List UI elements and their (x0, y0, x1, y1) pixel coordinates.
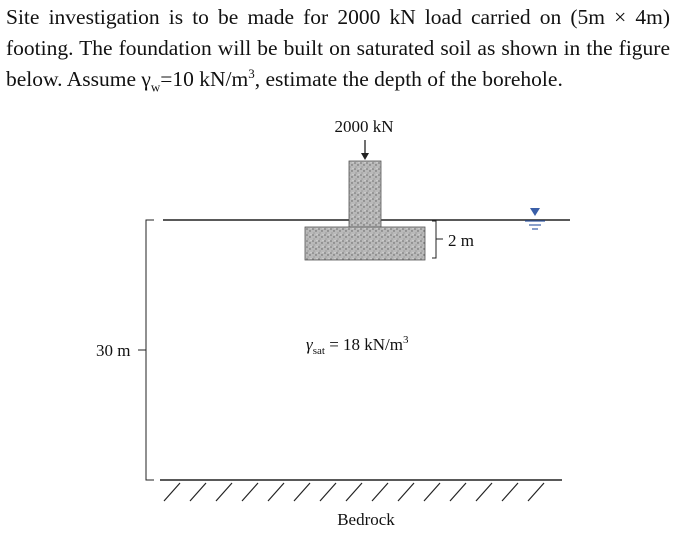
hatch-mark (450, 483, 466, 501)
hatch-mark (476, 483, 492, 501)
hatch-mark (164, 483, 180, 501)
bedrock-label: Bedrock (337, 510, 395, 529)
stratum-thickness-bracket (146, 220, 154, 480)
hatch-mark (346, 483, 362, 501)
hatch-mark (294, 483, 310, 501)
problem-text-part2: =10 kN/m (160, 67, 249, 91)
footing-depth-bracket (432, 221, 436, 258)
load-arrow (361, 140, 369, 160)
hatch-mark (528, 483, 544, 501)
gamma-w-subscript: w (150, 79, 161, 95)
problem-text-part3: , estimate the depth of the borehole. (254, 67, 563, 91)
stratum-thickness-label: 30 m (96, 341, 131, 360)
footing-depth-label: 2 m (448, 231, 474, 250)
hatch-mark (216, 483, 232, 501)
column (349, 161, 381, 228)
hatch-mark (190, 483, 206, 501)
unit-weight-label: $\gamma_{sat} = 18$ $kN/m^3$ (306, 334, 409, 357)
hatch-mark (424, 483, 440, 501)
bedrock-hatching (164, 483, 544, 501)
unit-superscript: 3 (248, 65, 255, 81)
hatch-mark (502, 483, 518, 501)
hatch-mark (268, 483, 284, 501)
hatch-mark (372, 483, 388, 501)
problem-text-part1: Site investigation is to be made for 2000 kN load carried on (5m × 4m) footing. The foundation will be built on saturated soil as shown in the figure below. Assume γ (6, 5, 670, 91)
hatch-mark (320, 483, 336, 501)
footing (305, 227, 425, 260)
hatch-mark (242, 483, 258, 501)
hatch-mark (398, 483, 414, 501)
load-label: 2000 kN (334, 117, 394, 136)
water-table-icon (525, 208, 545, 229)
